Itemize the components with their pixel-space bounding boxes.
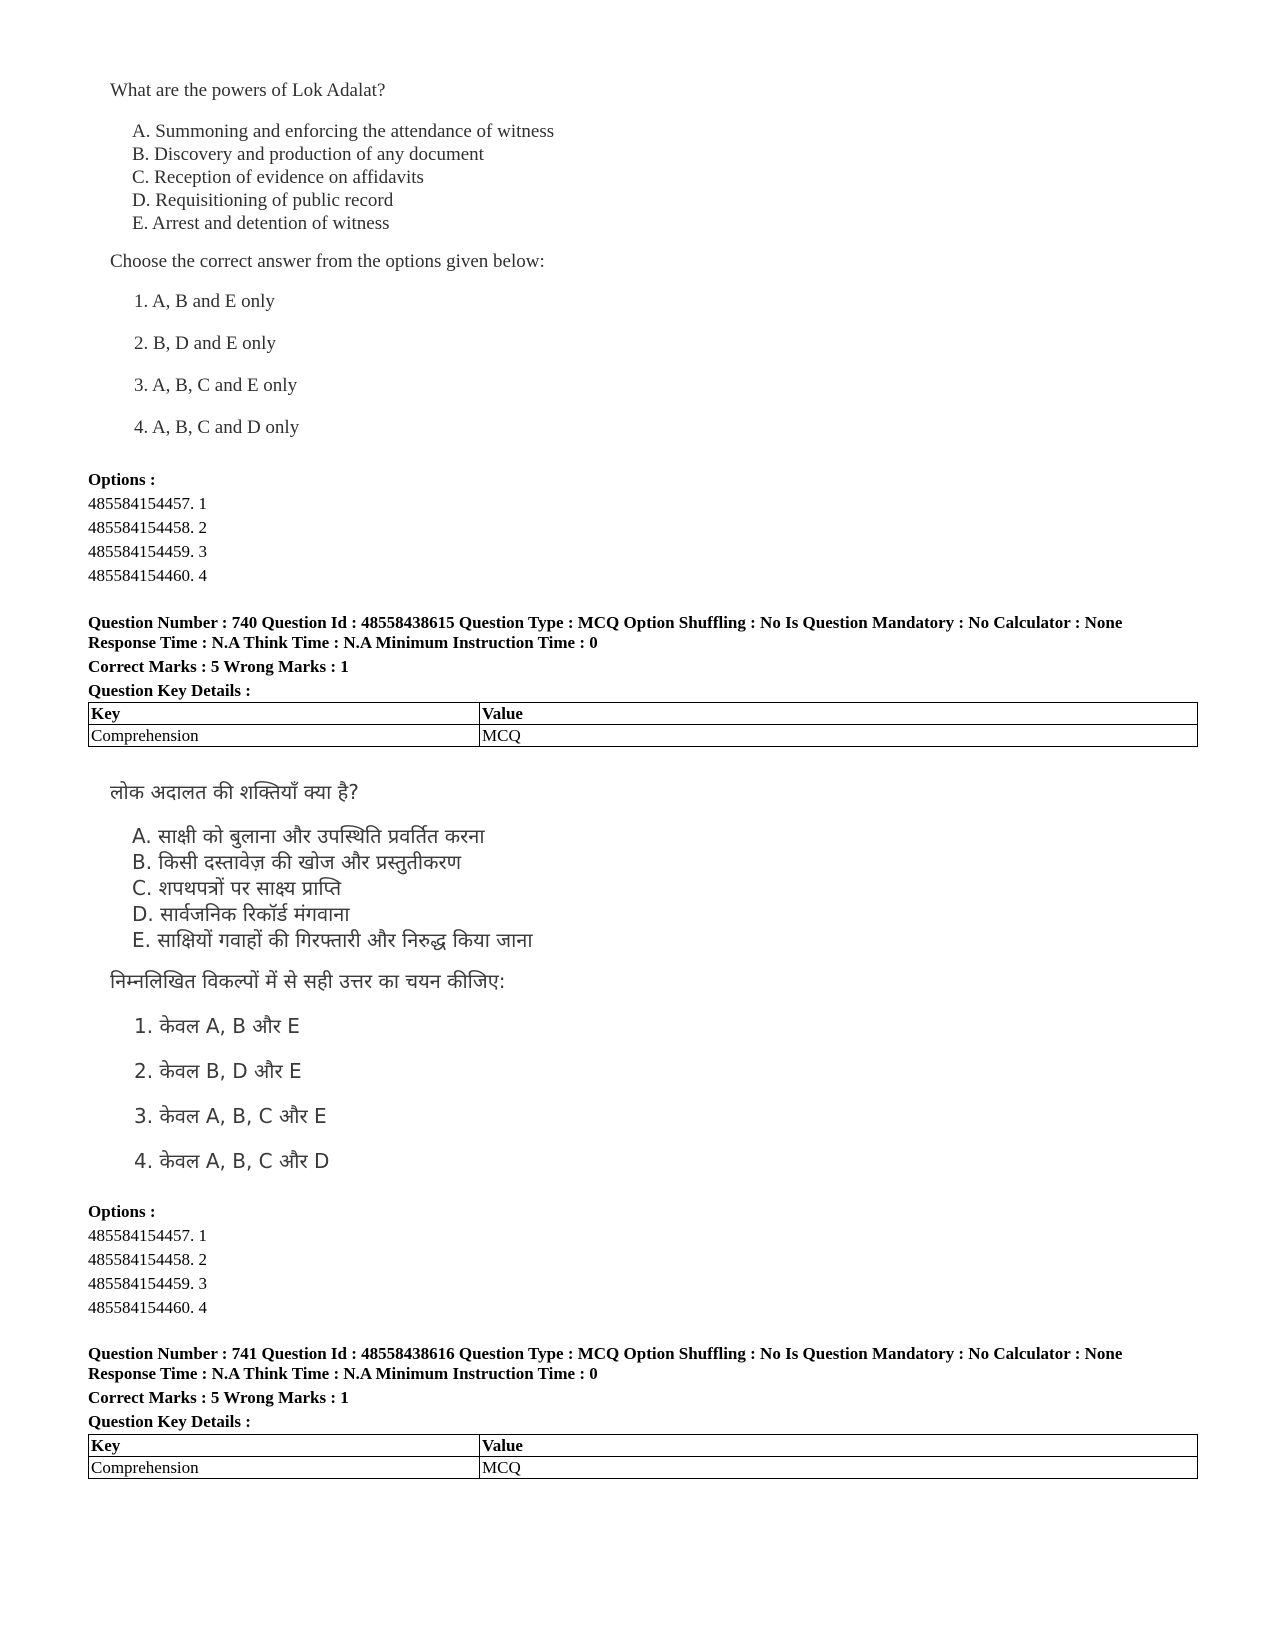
question-meta (88, 1344, 1198, 1432)
marks-line: Correct Marks : 5 Wrong Marks : 1 (88, 657, 349, 676)
key-details-heading: Question Key Details : (88, 681, 251, 700)
option-item: 485584154459. 3 (88, 1274, 207, 1293)
table-cell-key: Comprehension (89, 1457, 480, 1479)
question-meta-line: Response Time : N.A Think Time : N.A Minimum Instruction Time : 0 (88, 633, 598, 652)
question-stem: लोक अदालत की शक्तियाँ क्या है? (110, 780, 359, 804)
table-header-value: Value (480, 1435, 1198, 1457)
statement-b: B. Discovery and production of any document (132, 144, 484, 165)
marks-line: Correct Marks : 5 Wrong Marks : 1 (88, 1388, 349, 1407)
question-meta-line: Response Time : N.A Think Time : N.A Minimum Instruction Time : 0 (88, 1364, 598, 1383)
question-stem: What are the powers of Lok Adalat? (110, 80, 386, 101)
choose-instruction: निम्नलिखित विकल्पों में से सही उत्तर का चयन कीजिए: (110, 969, 506, 993)
statement-a: A. Summoning and enforcing the attendance of witness (132, 121, 555, 142)
option-item: 485584154458. 2 (88, 1250, 207, 1269)
statement-b: B. किसी दस्तावेज़ की खोज और प्रस्तुतीकरण (132, 850, 462, 874)
statement-d: D. सार्वजनिक रिकॉर्ड मंगवाना (132, 902, 350, 926)
options-list (88, 1200, 207, 1320)
answer-option-1: 1. A, B and E only (134, 291, 275, 312)
key-details-table (88, 1434, 1198, 1479)
answer-option-3: 3. A, B, C and E only (134, 375, 298, 396)
question-image-english (110, 80, 554, 439)
question-image-hindi (110, 778, 533, 1174)
statement-c: C. Reception of evidence on affidavits (132, 167, 424, 188)
answer-option-2: 2. B, D and E only (134, 333, 276, 354)
options-heading: Options : (88, 470, 156, 489)
option-item: 485584154458. 2 (88, 518, 207, 537)
question-meta-line: Question Number : 740 Question Id : 48558438615 Question Type : MCQ Option Shuffling : No Is Question Mandatory : No Calculator : None (88, 613, 1123, 632)
table-cell-value: MCQ (480, 1457, 1198, 1479)
options-list (88, 468, 207, 588)
option-item: 485584154460. 4 (88, 1298, 207, 1317)
table-cell-value: MCQ (480, 725, 1198, 747)
table-cell-key: Comprehension (89, 725, 480, 747)
key-details-table (88, 702, 1198, 747)
option-item: 485584154460. 4 (88, 566, 207, 585)
statement-d: D. Requisitioning of public record (132, 190, 394, 211)
answer-option-4: 4. A, B, C and D only (134, 417, 300, 438)
question-meta-line: Question Number : 741 Question Id : 48558438616 Question Type : MCQ Option Shuffling : No Is Question Mandatory : No Calculator : None (88, 1344, 1123, 1363)
table-header-value: Value (480, 703, 1198, 725)
answer-option-3: 3. केवल A, B, C और E (134, 1104, 327, 1128)
question-meta (88, 613, 1198, 701)
option-item: 485584154457. 1 (88, 494, 207, 513)
answer-option-4: 4. केवल A, B, C और D (134, 1149, 330, 1173)
key-details-heading: Question Key Details : (88, 1412, 251, 1431)
option-item: 485584154459. 3 (88, 542, 207, 561)
table-header-key: Key (89, 1435, 480, 1457)
statement-c: C. शपथपत्रों पर साक्ष्य प्राप्ति (132, 876, 342, 900)
choose-instruction: Choose the correct answer from the options given below: (110, 251, 545, 272)
option-item: 485584154457. 1 (88, 1226, 207, 1245)
statement-a: A. साक्षी को बुलाना और उपस्थिति प्रवर्तित करना (132, 824, 485, 848)
options-heading: Options : (88, 1202, 156, 1221)
statement-e: E. Arrest and detention of witness (132, 213, 390, 234)
answer-option-1: 1. केवल A, B और E (134, 1014, 300, 1038)
answer-option-2: 2. केवल B, D और E (134, 1059, 302, 1083)
table-header-key: Key (89, 703, 480, 725)
statement-e: E. साक्षियों गवाहों की गिरफ्तारी और निरुद्ध किया जाना (132, 928, 533, 952)
